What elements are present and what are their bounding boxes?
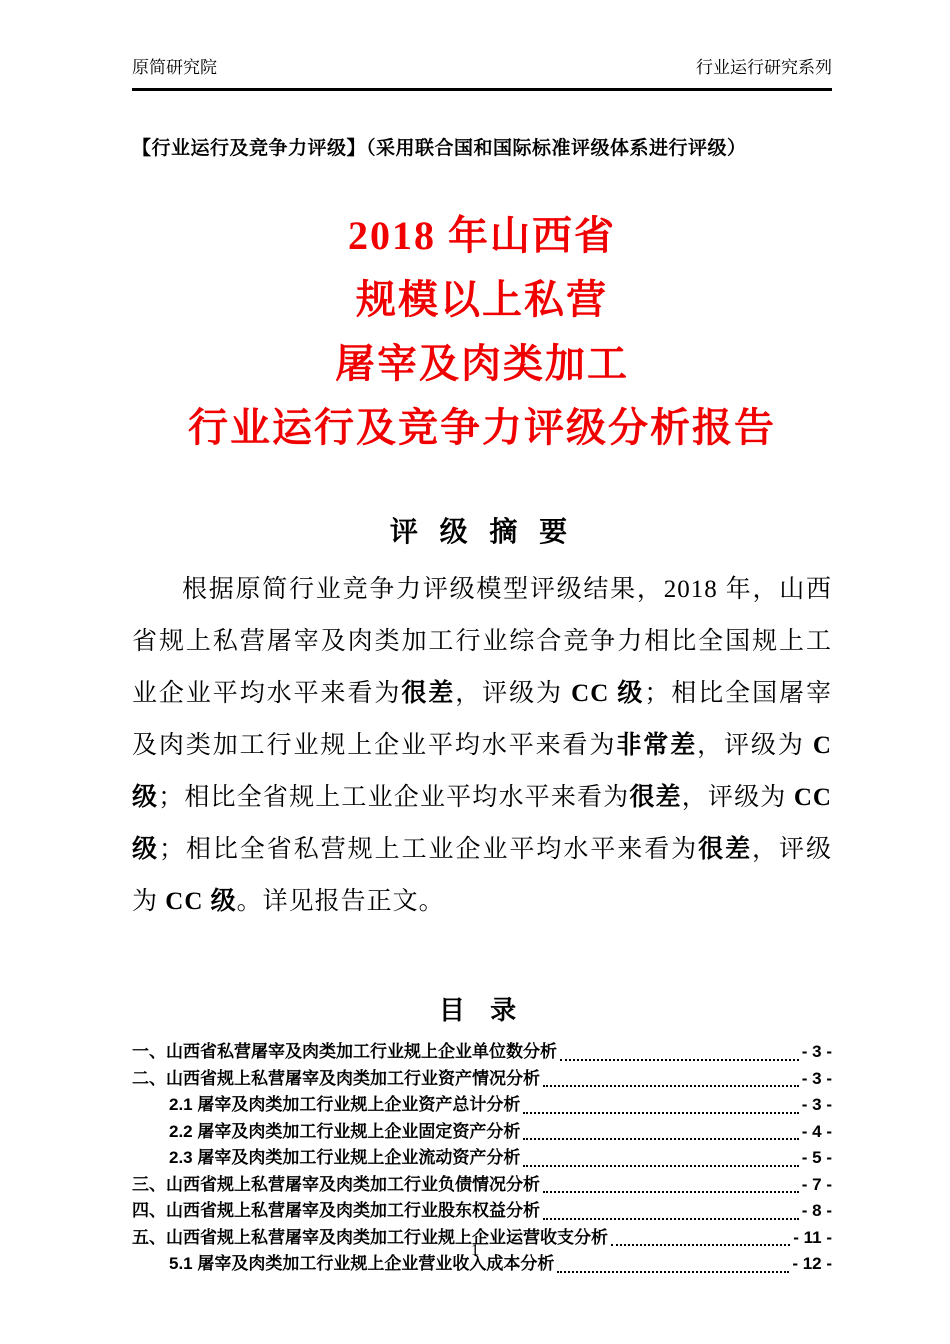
toc-entry-page: - 7 -: [801, 1174, 832, 1194]
summary-text: ，评级为: [132, 836, 832, 915]
toc-entry-page: - 5 -: [801, 1148, 832, 1167]
toc-dot-leader: [560, 1059, 799, 1061]
summary-text: ；相比全国屠宰及肉类加工行业规上企业平均水平来看为: [132, 680, 832, 759]
toc-dot-leader: [523, 1138, 798, 1140]
summary-text: 。详见报告正文。: [236, 888, 445, 915]
toc-entry[interactable]: [132, 1145, 832, 1172]
summary-rating-term: CC 级: [132, 784, 832, 863]
summary-text: ，评级为: [697, 732, 813, 759]
report-title-line: 2018 年山西省: [348, 213, 616, 258]
page-number: 1: [471, 1242, 479, 1259]
toc-dot-leader: [523, 1165, 798, 1167]
header-right-text: 行业运行研究系列: [696, 58, 832, 77]
summary-rating-term: 很差: [698, 836, 753, 863]
toc-entry-label: 5.1 屠宰及肉类加工行业规上企业营业收入成本分析: [169, 1254, 555, 1273]
summary-rating-term: 很差: [401, 680, 456, 707]
toc-entry-label: 2.1 屠宰及肉类加工行业规上企业资产总计分析: [169, 1095, 521, 1114]
toc-entry-label: 三、山西省规上私营屠宰及肉类加工行业负债情况分析: [132, 1174, 540, 1194]
summary-text: ；相比全省私营规上工业企业平均水平来看为: [158, 836, 699, 863]
toc-entry-label: 四、山西省规上私营屠宰及肉类加工行业股东权益分析: [132, 1201, 540, 1220]
toc-entry-page: - 3 -: [801, 1068, 832, 1088]
toc-entry-page: - 11 -: [793, 1227, 832, 1247]
report-title-line: 屠宰及肉类加工: [335, 341, 629, 386]
summary-text: ，评级为: [455, 680, 572, 707]
page-header: [132, 0, 832, 91]
toc-entry-label: 五、山西省规上私营屠宰及肉类加工行业规上企业运营收支分析: [132, 1227, 608, 1247]
summary-text: ，评级为: [681, 784, 794, 811]
header-left-text: 原简研究院: [132, 58, 217, 77]
toc-entry-label: 2.3 屠宰及肉类加工行业规上企业流动资产分析: [169, 1148, 521, 1167]
toc-dot-leader: [557, 1271, 789, 1273]
summary-rating-term: C 级: [132, 732, 832, 811]
toc-entry-page: - 8 -: [801, 1201, 832, 1220]
toc-entry-label: 二、山西省规上私营屠宰及肉类加工行业资产情况分析: [132, 1068, 540, 1088]
toc-entry-page: - 3 -: [801, 1095, 832, 1114]
toc-dot-leader: [543, 1218, 799, 1220]
report-title-line: 规模以上私营: [356, 277, 608, 322]
toc-entry[interactable]: [132, 1172, 832, 1199]
summary-heading: 评 级 摘 要: [389, 516, 575, 547]
toc-dot-leader: [543, 1191, 799, 1193]
toc-heading: 目 录: [438, 995, 526, 1025]
toc-entry[interactable]: [132, 1066, 832, 1093]
toc-entry-page: - 3 -: [801, 1042, 832, 1061]
toc-entry-label: 一、山西省私营屠宰及肉类加工行业规上企业单位数分析: [132, 1042, 557, 1061]
summary-paragraph: [132, 564, 832, 928]
report-title-line: 行业运行及竞争力评级分析报告: [188, 405, 776, 450]
toc-entry[interactable]: [132, 1198, 832, 1225]
toc-entry[interactable]: [132, 1119, 832, 1146]
toc-entry-page: - 4 -: [801, 1121, 832, 1141]
summary-text: ；相比全省规上工业企业平均水平来看为: [158, 784, 630, 811]
summary-rating-term: CC 级: [571, 680, 645, 707]
toc-entry[interactable]: [132, 1092, 832, 1119]
rating-system-note: 【行业运行及竞争力评级】（采用联合国和国际标准评级体系进行评级）: [132, 138, 747, 159]
toc-dot-leader: [543, 1085, 799, 1087]
summary-text: 根据原简行业竞争力评级模型评级结果，2018 年，山西省规上私营屠宰及肉类加工行业综合竞争力相比全国规上工业企业平均水平来看为: [132, 576, 832, 707]
toc-entry-label: 2.2 屠宰及肉类加工行业规上企业固定资产分析: [169, 1121, 521, 1141]
toc-dot-leader: [523, 1112, 798, 1114]
summary-rating-term: 非常差: [616, 732, 698, 759]
toc-entry-page: - 12 -: [792, 1254, 832, 1273]
summary-rating-term: CC 级: [165, 888, 237, 915]
summary-rating-term: 很差: [629, 784, 682, 811]
report-title: [132, 204, 832, 460]
toc-entry[interactable]: [132, 1039, 832, 1066]
